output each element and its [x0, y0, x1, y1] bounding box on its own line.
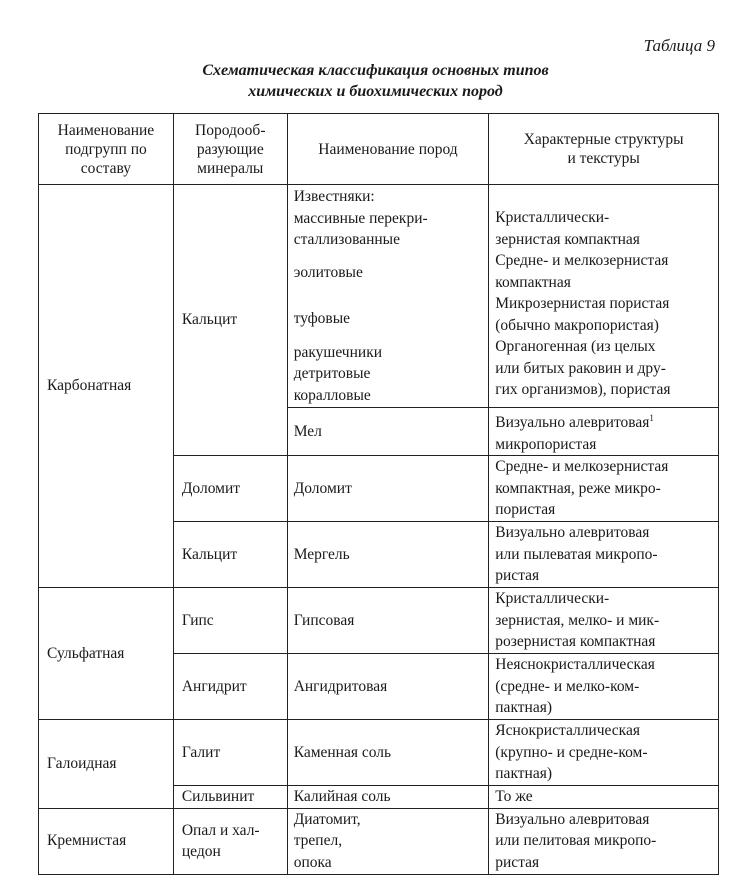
header-structures: Характерные структуры и текстуры — [489, 114, 719, 185]
texture-marl: Визуально алевритовая или пылеватая микропо- ристая — [489, 522, 719, 588]
rock-gypsum: Гипсовая — [287, 588, 489, 654]
mineral-gypsum: Гипс — [173, 588, 287, 654]
header-subgroup: Наименование подгрупп по составу — [39, 114, 174, 185]
texture-limestones: Кристаллически- зернистая компактная Средне- и мелкозернистая компактная Микрозернистая пористая (обычно макропористая) Органогенная (из целых или битых раковин и дру- гих организмов), пористая — [489, 185, 719, 408]
texture-potash-salt: То же — [489, 786, 719, 809]
header-rock-name: Наименование пород — [287, 114, 489, 185]
rock-dolomite: Доломит — [287, 456, 489, 522]
texture-rock-salt: Яснокристаллическая (крупно- и средне-ком- пактная) — [489, 720, 719, 786]
mineral-opal-chalcedony: Опал и хал- цедон — [173, 808, 287, 874]
footnote-mark: 1 — [649, 413, 654, 423]
classification-table — [38, 113, 719, 875]
texture-dolomite: Средне- и мелкозернистая компактная, реже микро- пористая — [489, 456, 719, 522]
table-title — [0, 60, 751, 102]
table-row — [39, 808, 719, 874]
mineral-calcite-marl: Кальцит — [173, 522, 287, 588]
mineral-halite: Галит — [173, 720, 287, 786]
table-row — [39, 185, 719, 408]
group-carbonate: Карбонатная — [39, 185, 174, 588]
rock-chalk: Мел — [287, 408, 489, 456]
mineral-dolomite: Доломит — [173, 456, 287, 522]
rock-rock-salt: Каменная соль — [287, 720, 489, 786]
title-line-2: химических и биохимических пород — [248, 83, 503, 100]
group-haloid: Галоидная — [39, 720, 174, 809]
rock-marl: Мергель — [287, 522, 489, 588]
rock-diatomite: Диатомит, трепел, опока — [287, 808, 489, 874]
group-siliceous: Кремнистая — [39, 808, 174, 874]
rock-anhydrite: Ангидритовая — [287, 654, 489, 720]
texture-anhydrite: Неяснокристаллическая (средне- и мелко-ком- пактная) — [489, 654, 719, 720]
header-minerals: Породооб- разующие минералы — [173, 114, 287, 185]
rock-potash-salt: Калийная соль — [287, 786, 489, 809]
table-number: Таблица 9 — [643, 36, 715, 55]
table-row — [39, 720, 719, 786]
texture-chalk: Визуально алевритовая$^1$ микропористая — [489, 408, 719, 456]
table-row — [39, 588, 719, 654]
texture-diatomite: Визуально алевритовая или пелитовая микропо- ристая — [489, 808, 719, 874]
title-line-1: Схематическая классификация основных типов — [202, 62, 549, 79]
group-sulfate: Сульфатная — [39, 588, 174, 720]
mineral-calcite: Кальцит — [173, 185, 287, 456]
texture-gypsum: Кристаллически- зернистая, мелко- и мик- розернистая компактная — [489, 588, 719, 654]
header-row — [39, 114, 719, 185]
rock-limestones: Известняки: массивные перекри- сталлизованные эолитовые туфовые ракушечники детритовые коралловые — [287, 185, 489, 408]
mineral-anhydrite: Ангидрит — [173, 654, 287, 720]
mineral-sylvinite: Сильвинит — [173, 786, 287, 809]
